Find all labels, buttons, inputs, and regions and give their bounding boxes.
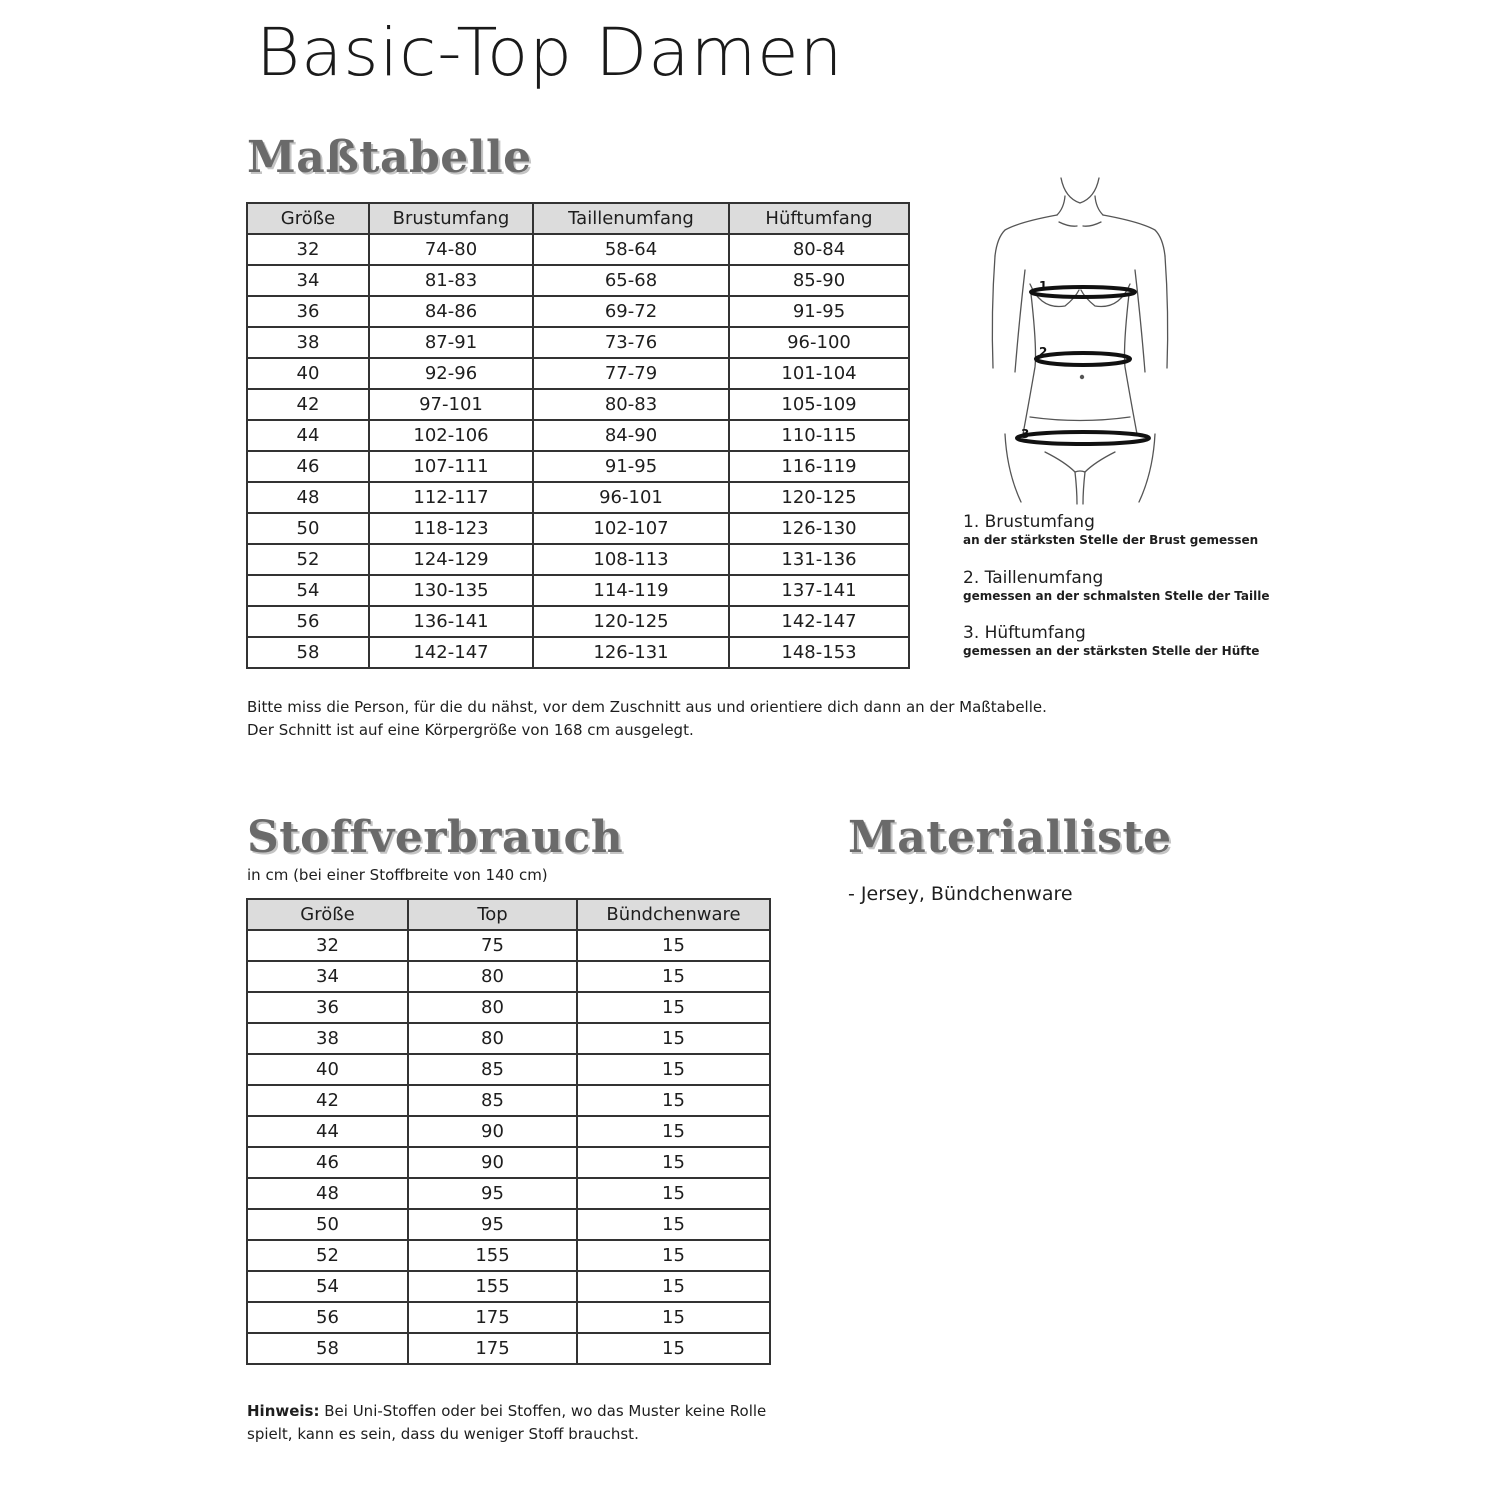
neck-right <box>1095 196 1103 215</box>
cell-cuff: 15 <box>577 930 770 961</box>
hip-line <box>1030 417 1130 421</box>
table-row <box>247 420 909 451</box>
table-row <box>247 1333 770 1364</box>
hint-label: Hinweis: <box>247 1402 320 1420</box>
cell-bust: 107-111 <box>369 451 533 482</box>
cell-top: 95 <box>408 1209 577 1240</box>
arm-left-inner <box>1015 270 1025 372</box>
cell-waist: 120-125 <box>533 606 729 637</box>
table-row <box>247 1116 770 1147</box>
cell-size: 32 <box>247 234 369 265</box>
cell-cuff: 15 <box>577 961 770 992</box>
cell-hip: 142-147 <box>729 606 909 637</box>
leg-right-outer <box>1139 434 1155 502</box>
table-row <box>247 358 909 389</box>
marker-1: 1 <box>1039 279 1048 293</box>
cell-size: 44 <box>247 1116 408 1147</box>
cell-cuff: 15 <box>577 1054 770 1085</box>
table-row <box>247 1302 770 1333</box>
arm-right-outer <box>1165 256 1168 368</box>
cell-hip: 131-136 <box>729 544 909 575</box>
fabric-heading: Stoffverbrauch <box>247 812 624 863</box>
cell-cuff: 15 <box>577 1271 770 1302</box>
shoulder-left <box>995 215 1057 256</box>
table-row <box>247 327 909 358</box>
navel-mark <box>1080 375 1084 379</box>
cell-size: 52 <box>247 544 369 575</box>
measure-note-line-1: Bitte miss die Person, für die du nähst, vor dem Zuschnitt aus und orientiere dich dann an der Maßtabelle. <box>247 698 1047 716</box>
table-header-row <box>247 203 909 234</box>
cell-top: 85 <box>408 1085 577 1116</box>
table-row <box>247 389 909 420</box>
cell-waist: 102-107 <box>533 513 729 544</box>
cell-size: 58 <box>247 1333 408 1364</box>
cell-cuff: 15 <box>577 1116 770 1147</box>
collarbone-left <box>1059 222 1077 226</box>
table-row <box>247 992 770 1023</box>
column-header-waist: Taillenumfang <box>533 203 729 234</box>
size-chart-heading: Maßtabelle <box>247 132 532 183</box>
column-header-bust: Brustumfang <box>369 203 533 234</box>
cell-cuff: 15 <box>577 1333 770 1364</box>
chin-outline <box>1061 178 1099 203</box>
legend-bust-desc: an der stärksten Stelle der Brust gemessen <box>963 533 1259 547</box>
column-header-hip: Hüftumfang <box>729 203 909 234</box>
cell-top: 75 <box>408 930 577 961</box>
cell-size: 48 <box>247 1178 408 1209</box>
hip-measure-line <box>1017 432 1149 444</box>
cell-top: 95 <box>408 1178 577 1209</box>
cell-top: 155 <box>408 1271 577 1302</box>
cell-hip: 126-130 <box>729 513 909 544</box>
cell-top: 175 <box>408 1302 577 1333</box>
cell-size: 32 <box>247 930 408 961</box>
cell-bust: 74-80 <box>369 234 533 265</box>
fabric-table <box>246 898 771 1365</box>
cell-bust: 118-123 <box>369 513 533 544</box>
shoulder-right <box>1103 215 1165 256</box>
cell-bust: 142-147 <box>369 637 533 668</box>
table-row <box>247 513 909 544</box>
table-row <box>247 575 909 606</box>
table-row <box>247 1271 770 1302</box>
cell-bust: 84-86 <box>369 296 533 327</box>
cell-size: 40 <box>247 1054 408 1085</box>
cell-waist: 58-64 <box>533 234 729 265</box>
materials-heading: Materialliste <box>848 812 1172 863</box>
legend-waist <box>963 568 1270 604</box>
cell-bust: 124-129 <box>369 544 533 575</box>
table-row <box>247 1054 770 1085</box>
cell-size: 36 <box>247 992 408 1023</box>
marker-2: 2 <box>1039 345 1048 359</box>
cell-size: 46 <box>247 1147 408 1178</box>
leg-right-inner <box>1083 472 1085 504</box>
table-row <box>247 451 909 482</box>
cell-size: 56 <box>247 606 369 637</box>
table-row <box>247 234 909 265</box>
table-row <box>247 1178 770 1209</box>
hint-line-2: spielt, kann es sein, dass du weniger Stoff brauchst. <box>247 1425 639 1443</box>
table-row <box>247 1209 770 1240</box>
body-measurement-figure <box>985 172 1175 512</box>
cell-waist: 96-101 <box>533 482 729 513</box>
cell-hip: 148-153 <box>729 637 909 668</box>
table-row <box>247 606 909 637</box>
table-row <box>247 265 909 296</box>
column-header-top: Top <box>408 899 577 930</box>
hint-text-1: Bei Uni-Stoffen oder bei Stoffen, wo das Muster keine Rolle <box>319 1402 767 1420</box>
cell-size: 50 <box>247 1209 408 1240</box>
table-row <box>247 637 909 668</box>
table-row <box>247 482 909 513</box>
cell-hip: 85-90 <box>729 265 909 296</box>
cell-top: 80 <box>408 992 577 1023</box>
cell-hip: 120-125 <box>729 482 909 513</box>
table-row <box>247 544 909 575</box>
cell-top: 85 <box>408 1054 577 1085</box>
legend-waist-title: 2. Taillenumfang <box>963 568 1104 588</box>
hint-line-1 <box>247 1400 766 1423</box>
table-row <box>247 296 909 327</box>
page-title: Basic-Top Damen <box>256 14 844 91</box>
arm-left-outer <box>992 256 995 368</box>
cell-size: 54 <box>247 1271 408 1302</box>
cell-top: 90 <box>408 1116 577 1147</box>
cell-size: 48 <box>247 482 369 513</box>
arm-right-inner <box>1135 270 1145 372</box>
cell-cuff: 15 <box>577 1178 770 1209</box>
table-header-row <box>247 899 770 930</box>
column-header-size: Größe <box>247 899 408 930</box>
cell-hip: 110-115 <box>729 420 909 451</box>
cell-size: 38 <box>247 327 369 358</box>
cell-bust: 130-135 <box>369 575 533 606</box>
marker-3: 3 <box>1021 427 1030 441</box>
neck-left <box>1057 196 1065 215</box>
cell-size: 52 <box>247 1240 408 1271</box>
cell-cuff: 15 <box>577 1023 770 1054</box>
cell-size: 46 <box>247 451 369 482</box>
fabric-subtitle: in cm (bei einer Stoffbreite von 140 cm) <box>247 866 548 884</box>
table-row <box>247 1023 770 1054</box>
cell-waist: 80-83 <box>533 389 729 420</box>
legend-hip-title: 3. Hüftumfang <box>963 623 1086 643</box>
cell-hip: 105-109 <box>729 389 909 420</box>
table-row <box>247 1240 770 1271</box>
cell-bust: 81-83 <box>369 265 533 296</box>
leg-left-inner <box>1075 472 1077 504</box>
cell-waist: 126-131 <box>533 637 729 668</box>
cell-cuff: 15 <box>577 1302 770 1333</box>
cell-waist: 108-113 <box>533 544 729 575</box>
cell-hip: 91-95 <box>729 296 909 327</box>
table-row <box>247 1147 770 1178</box>
cell-top: 155 <box>408 1240 577 1271</box>
legend-hip-desc: gemessen an der stärksten Stelle der Hüfte <box>963 644 1260 658</box>
legend-hip <box>963 623 1259 659</box>
cell-hip: 116-119 <box>729 451 909 482</box>
torso-right <box>1125 294 1138 434</box>
measure-note-line-2: Der Schnitt ist auf eine Körpergröße von 168 cm ausgelegt. <box>247 721 694 739</box>
cell-waist: 69-72 <box>533 296 729 327</box>
collarbone-right <box>1083 222 1101 226</box>
cell-size: 42 <box>247 1085 408 1116</box>
column-header-size: Größe <box>247 203 369 234</box>
size-chart-table <box>246 202 910 669</box>
cell-cuff: 15 <box>577 992 770 1023</box>
cell-size: 42 <box>247 389 369 420</box>
cell-hip: 137-141 <box>729 575 909 606</box>
cell-bust: 112-117 <box>369 482 533 513</box>
cell-waist: 65-68 <box>533 265 729 296</box>
cell-bust: 136-141 <box>369 606 533 637</box>
table-row <box>247 1085 770 1116</box>
cell-hip: 96-100 <box>729 327 909 358</box>
cell-hip: 80-84 <box>729 234 909 265</box>
cell-cuff: 15 <box>577 1085 770 1116</box>
cell-waist: 77-79 <box>533 358 729 389</box>
material-item: - Jersey, Bündchenware <box>848 883 1073 905</box>
waist-measure-line <box>1036 353 1130 365</box>
cell-size: 40 <box>247 358 369 389</box>
legend-bust-title: 1. Brustumfang <box>963 512 1095 532</box>
cell-waist: 84-90 <box>533 420 729 451</box>
cell-bust: 92-96 <box>369 358 533 389</box>
cell-top: 80 <box>408 961 577 992</box>
crotch <box>1045 452 1115 472</box>
cell-cuff: 15 <box>577 1240 770 1271</box>
legend-bust <box>963 512 1258 548</box>
cell-waist: 114-119 <box>533 575 729 606</box>
cell-size: 56 <box>247 1302 408 1333</box>
column-header-cuff: Bündchenware <box>577 899 770 930</box>
cell-size: 34 <box>247 265 369 296</box>
cell-cuff: 15 <box>577 1209 770 1240</box>
cell-waist: 91-95 <box>533 451 729 482</box>
cell-size: 44 <box>247 420 369 451</box>
cell-bust: 87-91 <box>369 327 533 358</box>
cell-size: 58 <box>247 637 369 668</box>
cell-size: 36 <box>247 296 369 327</box>
leg-left-outer <box>1005 434 1021 502</box>
table-row <box>247 930 770 961</box>
cell-size: 38 <box>247 1023 408 1054</box>
cell-top: 175 <box>408 1333 577 1364</box>
cell-bust: 102-106 <box>369 420 533 451</box>
cell-hip: 101-104 <box>729 358 909 389</box>
cell-size: 50 <box>247 513 369 544</box>
torso-left <box>1023 294 1036 434</box>
legend-waist-desc: gemessen an der schmalsten Stelle der Taille <box>963 589 1270 603</box>
cell-top: 80 <box>408 1023 577 1054</box>
cell-waist: 73-76 <box>533 327 729 358</box>
cell-bust: 97-101 <box>369 389 533 420</box>
cell-cuff: 15 <box>577 1147 770 1178</box>
table-row <box>247 961 770 992</box>
cell-size: 34 <box>247 961 408 992</box>
cell-top: 90 <box>408 1147 577 1178</box>
cell-size: 54 <box>247 575 369 606</box>
